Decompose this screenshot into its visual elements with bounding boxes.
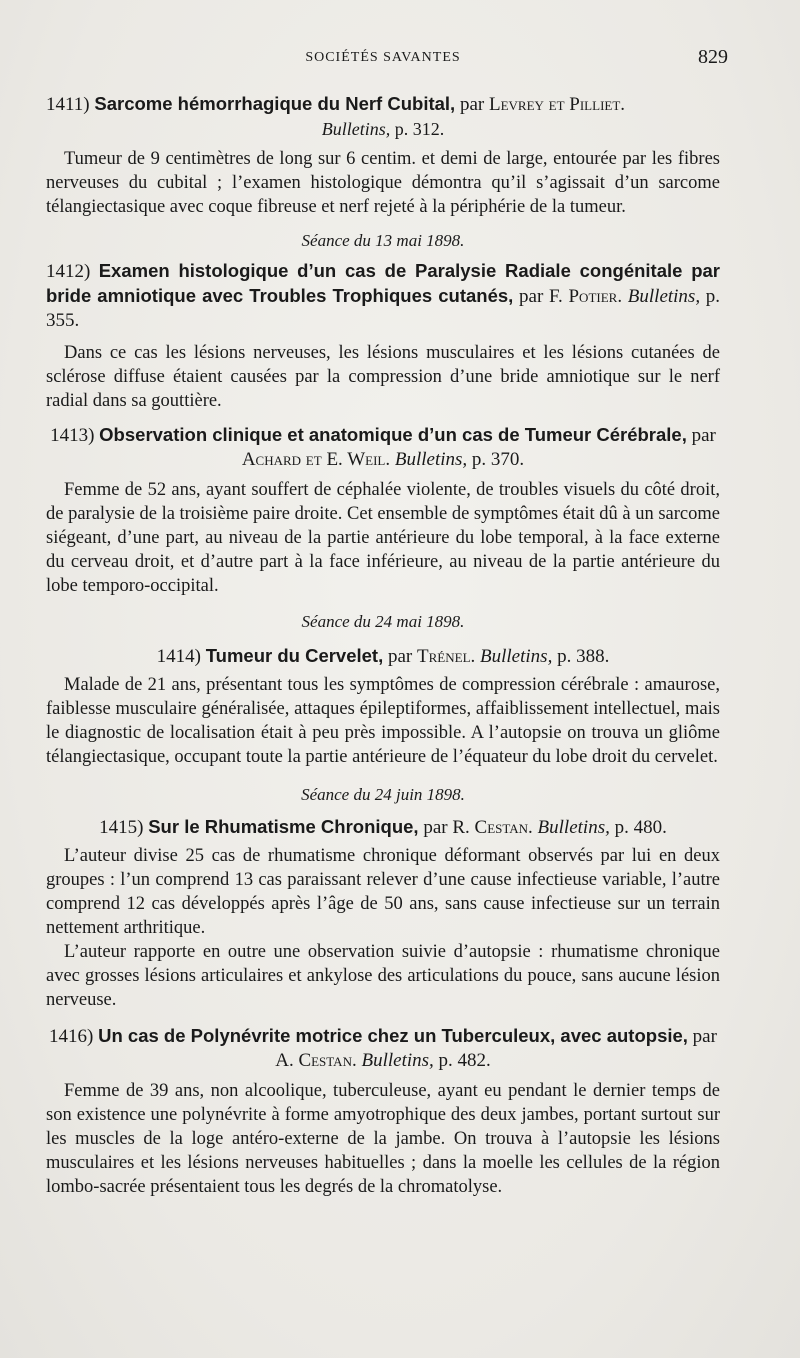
entry-by: par xyxy=(691,425,716,446)
entry-source: Bulletins, xyxy=(537,817,610,838)
page-number: 829 xyxy=(698,46,728,68)
entry-by: par xyxy=(519,286,544,307)
entry-source: Bulletins, xyxy=(480,646,553,667)
entry-page-ref: p. 312. xyxy=(394,119,445,139)
entry-page-ref: p. 370. xyxy=(471,449,525,470)
entry-source: Bulletins, xyxy=(627,286,701,307)
entry-paragraph: Dans ce cas les lésions nerveuses, les lésions musculaires et les lésions cutanées de sclérose diffuse étaient causées par la compression d’une bride amniotique sur le nerf radial dans sa gouttière. xyxy=(46,343,720,411)
entry-number: 1411) xyxy=(46,94,90,115)
entry-1412 xyxy=(46,259,720,413)
entry-by: par xyxy=(388,646,413,667)
entry-heading xyxy=(46,815,720,840)
entry-1411 xyxy=(46,92,720,219)
entry-number: 1414) xyxy=(156,646,201,667)
entry-paragraph: Malade de 21 ans, présentant tous les symptômes de compression cérébrale : amaurose, faiblesse musculaire généralisée, attaques épileptiformes, affaiblissement intellectuel, mais le diagnostic de localisation était à peu près impossible. A l’autopsie on trouva un gliôme télangiectasique, occupant toute la partie antérieure de l’équateur du lobe droit du cervelet. xyxy=(46,675,720,767)
entry-paragraph: L’auteur divise 25 cas de rhumatisme chronique déformant observés par lui en deux groupes : l’un comprend 13 cas paraissant relever d’une cause infectieuse variable, l’autre comprend 12 cas développés après l’âge de 50 ans, sans cause infectieuse sur un terrain nettement arthritique. xyxy=(46,846,720,938)
entry-paragraph: Femme de 39 ans, non alcoolique, tuberculeuse, ayant eu pendant le dernier temps de son existence une polynévrite à forme amyotrophique des deux jambes, portant surtout sur les muscles de la loge antéro-externe de la jambe. On trouva à l’autopsie les lésions musculaires et les lésions nerveuses habituelles ; dans la moelle les cellules de la région lombo-sacrée présentaient tous les degrés de la chromatolyse. xyxy=(46,1081,720,1197)
entry-title: Examen histologique d’un cas de Paralysie Radiale congénitale par bride amniotique avec Troubles Trophiques cutanés, xyxy=(46,260,720,306)
entry-title: Sur le Rhumatisme Chronique, xyxy=(148,816,419,837)
entry-number: 1413) xyxy=(50,425,95,446)
seance-date: Séance du 13 mai 1898. xyxy=(301,231,465,250)
entry-heading xyxy=(46,259,720,333)
entry-page-ref: p. 482. xyxy=(438,1050,491,1071)
entry-title: Un cas de Polynévrite motrice chez un Tuberculeux, avec autopsie, xyxy=(98,1025,688,1046)
entry-1413 xyxy=(46,423,720,598)
entry-authors: Achard et E. Weil. xyxy=(241,449,391,470)
entry-heading xyxy=(46,92,720,117)
entry-number: 1416) xyxy=(49,1026,94,1047)
seance-date: Séance du 24 juin 1898. xyxy=(301,785,465,804)
entry-authors: F. Potier. xyxy=(549,286,623,307)
seance-date: Séance du 24 mai 1898. xyxy=(301,612,465,631)
entry-paragraph: Tumeur de 9 centimètres de long sur 6 centim. et demi de large, entourée par les fibres nerveuses du cubital ; l’examen histologique démontra qu’il s’agissait d’un sarcome télangiectasique avec coque fibreuse et nerf rejeté à la périphérie de la tumeur. xyxy=(46,149,720,217)
entry-1416 xyxy=(46,1024,720,1199)
entry-source: Bulletins, xyxy=(394,449,468,470)
entry-page-ref: p. 355. xyxy=(46,286,721,331)
entry-heading xyxy=(46,1024,720,1073)
entry-by: par xyxy=(423,817,448,838)
entry-heading xyxy=(46,644,720,669)
entry-authors: Trénel. xyxy=(417,646,476,667)
entry-title: Sarcome hémorrhagique du Nerf Cubital, xyxy=(94,93,456,114)
entry-authors: A. Cestan. xyxy=(275,1050,357,1071)
running-head xyxy=(46,46,728,72)
entry-title: Observation clinique et anatomique d’un cas de Tumeur Cérébrale, xyxy=(99,424,687,445)
entry-by: par xyxy=(692,1026,717,1047)
entry-1415 xyxy=(46,815,720,1012)
entry-source: Bulletins, xyxy=(321,119,391,139)
entry-paragraph: L’auteur rapporte en outre une observation suivie d’autopsie : rhumatisme chronique avec grosses lésions articulaires et ankylose des articulations du pouce, sans aucune lésion nerveuse. xyxy=(46,942,720,1010)
entry-paragraph: Femme de 52 ans, ayant souffert de céphalée violente, de troubles visuels du côté droit, de paralysie de la troisième paire droite. Cet ensemble de symptômes était dû à un sarcome siégeant, d’une part, au niveau de la partie antérieure du lobe temporal, à la face externe du cerveau droit, et d’autre part à la face inférieure, au niveau de la partie antérieure du lobe temporo-occipital. xyxy=(46,480,720,596)
entry-reference xyxy=(46,117,720,141)
entry-number: 1412) xyxy=(46,261,91,282)
running-title: SOCIÉTÉS SAVANTES xyxy=(305,50,461,65)
entry-source: Bulletins, xyxy=(361,1050,434,1071)
entry-number: 1415) xyxy=(99,817,144,838)
entry-heading xyxy=(46,423,720,472)
entry-authors: R. Cestan. xyxy=(452,817,533,838)
entry-page-ref: p. 388. xyxy=(557,646,610,667)
entry-page-ref: p. 480. xyxy=(614,817,667,838)
entry-1414 xyxy=(46,644,720,769)
entry-by: par xyxy=(459,94,485,115)
entry-authors: Levrey et Pilliet. xyxy=(488,94,626,115)
entry-title: Tumeur du Cervelet, xyxy=(205,645,384,666)
